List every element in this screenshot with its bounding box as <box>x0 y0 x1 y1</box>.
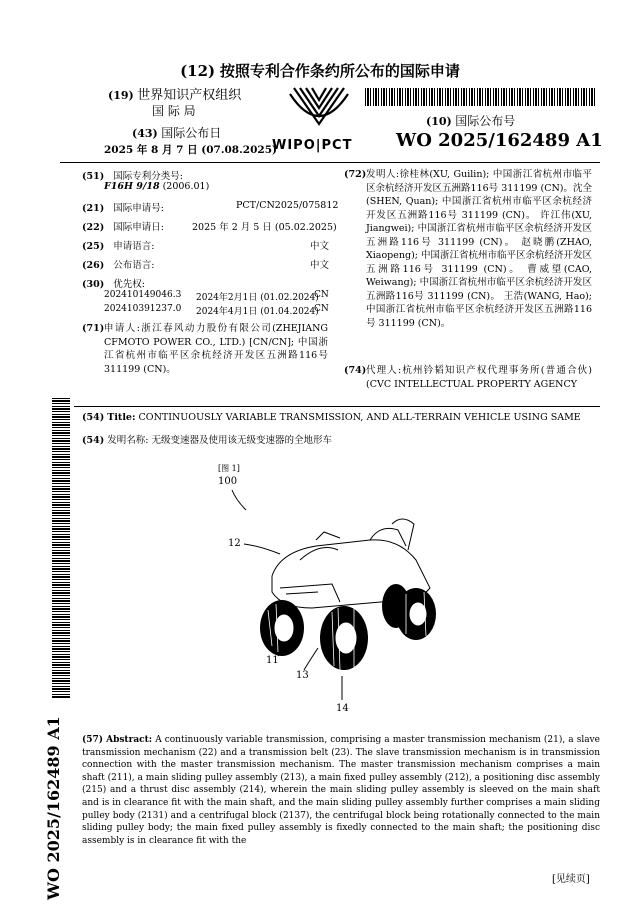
priority-number: 202410149046.3 <box>104 290 182 300</box>
f22-label: 国际申请日: <box>113 222 164 233</box>
pub-no-line <box>426 112 515 129</box>
title-cn-line <box>82 432 332 446</box>
org-name: 世界知识产权组织 <box>137 88 242 103</box>
priority-country: CN <box>314 290 329 300</box>
field-22 <box>82 219 164 233</box>
figure-label: 11 <box>266 655 279 666</box>
f51-label: 国际专利分类号: <box>113 171 183 182</box>
figure-label: 100 <box>218 476 238 487</box>
priority-country: CN <box>314 304 329 314</box>
org-code: (19) <box>108 89 134 102</box>
priority-row <box>104 290 181 300</box>
field-25 <box>82 238 154 252</box>
pub-no-label: 国际公布号 <box>455 114 516 128</box>
pub-no: WO 2025/162489 A1 <box>396 130 603 151</box>
title-code: (54) <box>82 412 105 423</box>
atv-drawing <box>220 480 460 710</box>
top-barcode <box>365 88 595 106</box>
f74-code: (74) <box>344 365 367 376</box>
figure-label: 14 <box>336 703 349 714</box>
field-30 <box>82 276 145 290</box>
side-pub-no: WO 2025/162489 A1 <box>44 716 63 900</box>
priority-row <box>104 304 181 314</box>
f26-value: 中文 <box>310 260 330 271</box>
field-21 <box>82 200 164 214</box>
side-barcode <box>52 398 70 698</box>
document-kind <box>0 60 640 81</box>
pub-date-label: 国际公布日 <box>161 126 222 140</box>
doc-kind-text: 按照专利合作条约所公布的国际申请 <box>219 62 460 80</box>
f30-label: 优先权: <box>113 279 145 290</box>
abstract <box>82 734 600 847</box>
figure-label: 12 <box>228 538 241 549</box>
f25-label: 申请语言: <box>113 241 155 252</box>
field-51 <box>82 168 183 182</box>
pub-date-code: (43) <box>132 127 158 140</box>
priority-date: 2024年2月1日 (01.02.2024) <box>196 293 319 303</box>
f72-code: (72) <box>344 169 367 180</box>
pub-date-line <box>132 124 221 141</box>
abstract-label: Abstract: <box>106 735 153 745</box>
wipo-pct-text: WIPO|PCT <box>272 138 353 153</box>
title-en-label: Title: <box>107 412 136 423</box>
f26-label: 公布语言: <box>113 260 155 271</box>
f26-code: (26) <box>82 260 105 271</box>
f51-code: (51) <box>82 171 105 182</box>
title-en-value: CONTINUOUSLY VARIABLE TRANSMISSION, AND ALL-TERRAIN VEHICLE USING SAME <box>138 412 581 423</box>
abstract-code: (57) <box>82 735 104 745</box>
applicant: 申请人:浙江春风动力股份有限公司(ZHEJIANG CFMOTO POWER CO., LTD.) [CN/CN]; 中国浙江省杭州市临平区余杭经济开发区五洲路116号 311199 (CN)。 <box>104 323 328 375</box>
abstract-text: A continuously variable transmission, comprising a master transmission mechanism (21), a slave transmission mechanism (22) and a transmission belt (23). The slave transmission mechanism is in transmission connection with the master transmission mechanism. The master transmission mechanism comprises a main shaft (211), a main sliding pulley assembly (213), a main fixed pulley assembly (212), a positioning disc assembly (215) and a thrust disc assembly (214), wherein the main sliding pulley assembly is sleeved on the main shaft and is in clearance fit with the main shaft, and the main sliding pulley assembly further comprises a main sliding pulley body (2131) and a centrifugal block (2137), the centrifugal block being rotationally connected to the main sliding pulley body; the main fixed pulley assembly is fixedly connected to the main shaft; the positioning disc assembly is in clearance fit with the <box>82 735 600 846</box>
org-line <box>108 84 241 103</box>
doc-kind-code: (12) <box>180 62 216 80</box>
ipc-code: F16H 9/18 <box>104 181 160 192</box>
figure-label: 13 <box>296 670 309 681</box>
priority-date: 2024年4月1日 (01.04.2024) <box>196 307 319 317</box>
f22-value: 2025 年 2 月 5 日 (05.02.2025) <box>192 222 337 233</box>
priority-number: 202410391237.0 <box>104 304 182 314</box>
title-cn-value: 无级变速器及使用该无级变速器的全地形车 <box>151 435 332 446</box>
inventors: 发明人:徐桂林(XU, Guilin); 中国浙江省杭州市临平区余杭经济开发区五洲路116号 311199 (CN)。沈全(SHEN, Quan); 中国浙江省杭州市临平区余杭经济开发区五洲路116号 311199 (CN)。 许江伟(XU, Jiangwei); 中国浙江省杭州市临平区余杭经济开发区五洲路116号 311199 (CN)。 赵晓鹏(ZHAO, Xiaopeng); 中国浙江省杭州市临平区余杭经济开发区五洲路116号 311199 (CN)。 曹威望(CAO, Weiwang); 中国浙江省杭州市临平区余杭经济开发区五洲路116号 311199 (CN)。 王浩(WANG, Hao); 中国浙江省杭州市临平区余杭经济开发区五洲路116号 311199 (CN)。 <box>366 169 593 329</box>
pub-no-code: (10) <box>426 115 452 128</box>
f21-code: (21) <box>82 203 105 214</box>
f21-label: 国际申请号: <box>113 203 164 214</box>
f30-code: (30) <box>82 279 105 290</box>
f25-value: 中文 <box>310 241 330 252</box>
wipo-emblem-icon <box>284 80 354 140</box>
title-cn-label: 发明名称: <box>107 435 149 446</box>
continued-note: [见续页] <box>552 874 590 885</box>
title-code: (54) <box>82 435 105 446</box>
f25-code: (25) <box>82 241 105 252</box>
figure-caption: [图 1] <box>218 464 240 473</box>
ipc-value <box>104 181 209 192</box>
f22-code: (22) <box>82 222 105 233</box>
ipc-year: (2006.01) <box>162 181 210 192</box>
f21-value: PCT/CN2025/075812 <box>236 200 339 211</box>
title-en-line <box>82 412 581 423</box>
org-sub: 国 际 局 <box>152 104 196 118</box>
pub-date: 2025 年 8 月 7 日 (07.08.2025) <box>104 144 277 156</box>
field-26 <box>82 257 154 271</box>
agent: 代理人:杭州钤韬知识产权代理事务所(普通合伙) (CVC INTELLECTUAL PROPERTY AGENCY <box>366 365 592 390</box>
f71-code: (71) <box>82 323 105 334</box>
wipo-logo <box>284 80 354 140</box>
